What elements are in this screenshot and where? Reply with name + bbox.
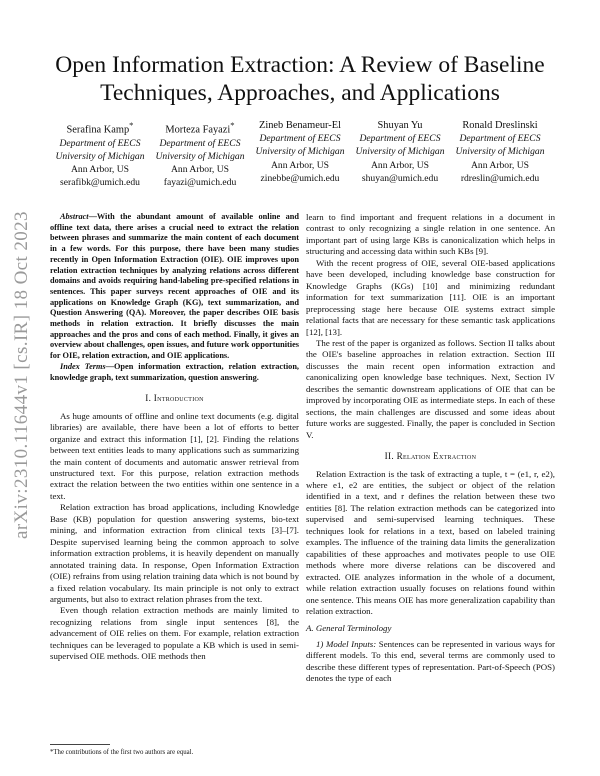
author-city: Ann Arbor, US <box>371 159 429 171</box>
author-city: Ann Arbor, US <box>171 164 229 176</box>
author-department: Department of EECS <box>459 133 541 145</box>
author-2 <box>150 119 250 189</box>
author-email: zinebbe@umich.edu <box>260 172 340 184</box>
body-paragraph: learn to find important and frequent relations in a document in contrast to only recognizing a single relation in one sentence. An important part of using large KBs is canonicalization which helps in structuring and accessing data within such KBs [9]. <box>306 212 555 257</box>
left-column <box>50 212 299 663</box>
author-name: Shuyan Yu <box>377 120 423 131</box>
body-paragraph: With the recent progress of OIE, several OIE-based applications have been developed, including knowledge base construction for Knowledge Graphs (KGs) [10] and minimizing redundant information for text summarization [11]. OIE is an important preprocessing stage here because OIE systems extract simple relational facts that are necessary for these semantic task applications [12], [13]. <box>306 257 555 337</box>
body-paragraph: Relation Extraction is the task of extracting a tuple, t = (e1, r, e2), where e1, e2 are entities, the subject or object of the relation identified in a text, and r defines the relation between these two entities [8]. The relation extraction methods can be categorized into supervised and semi-supervised learning techniques. These techniques look for relations in a text, based on labeled training examples. The influence of the training data limits the generalization capabilities of these approaches and motivates people to use OIE methods where more diverse relations can be discovered and extracted. OIE analyzes information in the whole of a document, while relation extraction usually focuses on relations found within one sentence. This means OIE has more generalization capability than relation extraction. <box>306 468 555 616</box>
subsection-heading: A. General Terminology <box>306 623 392 634</box>
arxiv-watermark: arXiv:2310.11644v1 [cs.IR] 18 Oct 2023 <box>11 211 32 539</box>
author-department: Department of EECS <box>359 133 441 145</box>
author-email: shuyan@umich.edu <box>361 172 439 184</box>
author-email: fayazi@umich.edu <box>163 177 237 189</box>
author-name: Morteza Fayazi <box>165 124 231 136</box>
footnote: *The contributions of the first two authors are equal. <box>50 749 194 756</box>
author-university: University of Michigan <box>255 146 345 158</box>
index-terms-label: Index Terms <box>60 361 106 371</box>
index-terms <box>50 362 299 383</box>
body-paragraph: As huge amounts of offline and online text documents (e.g. digital libraries) are available, there have been a lot of efforts to better organize and extract this information [1], [2]. Finding the relations between text entities leads to many applications such as summarizing the main content of documents and automatic answer retrieval from unstructured text. For this purpose, relation extraction methods extract the relation between the two entities within one sentence in a text. <box>50 410 299 501</box>
author-name: Serafina Kamp <box>66 124 130 136</box>
section-heading-introduction: I. Introduction <box>145 393 204 404</box>
right-column <box>306 212 555 685</box>
author-department: Department of EECS <box>259 133 341 145</box>
author-email: rdreslin@umich.edu <box>460 172 540 184</box>
body-paragraph <box>306 639 555 685</box>
author-block <box>50 119 550 189</box>
author-city: Ann Arbor, US <box>271 159 329 171</box>
equal-contribution-mark: * <box>230 120 235 130</box>
body-paragraph: Relation extraction has broad applications, including Knowledge Base (KB) population for question answering systems, bio-text mining, and information extraction from clinical texts [3]–[7]. Despite supervised learning being the common approach to solve information extraction problems, it is heavily dependent on manually annotated training data. In response, Open Information Extraction (OIE) refrains from using relation training data which is not bound by a fixed relation vocabulary. Its main principle is not only to extract arguments, but also to extract relation phrases from the text. <box>50 502 299 604</box>
title-line-2: Techniques, Approaches, and Applications <box>100 80 500 106</box>
title-line-1: Open Information Extraction: A Review of Baseline <box>55 52 545 78</box>
body-paragraph: The rest of the paper is organized as follows. Section II talks about the OIE's baseline approaches in relation extraction. Section III discusses the main recent open information extraction and canonicalizing open knowledge base techniques. Next, Section IV describes the semantic downstream applications of OIE that can be improved by incorporating OIE as intermediate steps. In each of these sections, the main challenges are discussed and some ideas about future works are suggested. Finally, the paper is concluded in Section V. <box>306 337 555 440</box>
author-city: Ann Arbor, US <box>71 164 129 176</box>
author-university: University of Michigan <box>55 150 145 162</box>
abstract-text: —With the abundant amount of available online and offline text data, there arises a crucial need to extract the relation between phrases and summarize the main content of each document in a few words. For this purpose, there have been many studies recently in Open Information Extraction (OIE). OIE improves upon relation extraction techniques by analyzing relations across different domains and avoids requiring hand-labeling pre-specified relations in sentences. This paper surveys recent approaches of OIE and its applications on Knowledge Graph (KG), text summarization, and Question Answering (QA). Moreover, the paper describes OIE basis methods in relation extraction. It briefly discusses the main approaches and the pros and cons of each method. Finally, it gives an overview about challenges, open issues, and future work opportunities for OIE, relation extraction, and OIE applications. <box>50 212 299 361</box>
author-university: University of Michigan <box>455 146 545 158</box>
author-university: University of Michigan <box>355 146 445 158</box>
author-city: Ann Arbor, US <box>471 159 529 171</box>
author-1 <box>50 119 150 189</box>
abstract-label: Abstract <box>60 212 89 221</box>
author-department: Department of EECS <box>159 137 241 149</box>
author-name: Zineb Benameur-El <box>258 120 342 131</box>
abstract <box>50 212 299 362</box>
equal-contribution-mark: * <box>129 120 134 130</box>
section-heading-relation-extraction: II. Relation Extraction <box>384 451 477 462</box>
author-university: University of Michigan <box>155 150 245 162</box>
paragraph-text: Sentences can be represented in various ways for different models. To this end, several terms are commonly used to describe these different types of representation. Part-of-Speech (POS) denotes the type of each <box>306 638 556 684</box>
author-4 <box>350 119 450 189</box>
author-email: serafibk@umich.edu <box>60 177 140 189</box>
author-3 <box>250 119 350 189</box>
index-terms-text: —Open information extraction, relation extraction, knowledge graph, text summarization, question answering. <box>50 361 300 382</box>
body-paragraph: Even though relation extraction methods are mainly limited to recognizing relations from single input sentences [8], the advancement of OIE relies on them. For example, relation extraction techniques can be leveraged to populate a KB which is used in semi-supervised OIE methods. OIE methods then <box>50 605 299 662</box>
paragraph-label: 1) Model Inputs: <box>316 638 377 649</box>
author-department: Department of EECS <box>59 137 141 149</box>
footnote-rule <box>50 744 110 745</box>
author-5 <box>450 119 550 189</box>
author-name: Ronald Dreslinski <box>462 120 538 131</box>
paper-title <box>40 51 560 107</box>
